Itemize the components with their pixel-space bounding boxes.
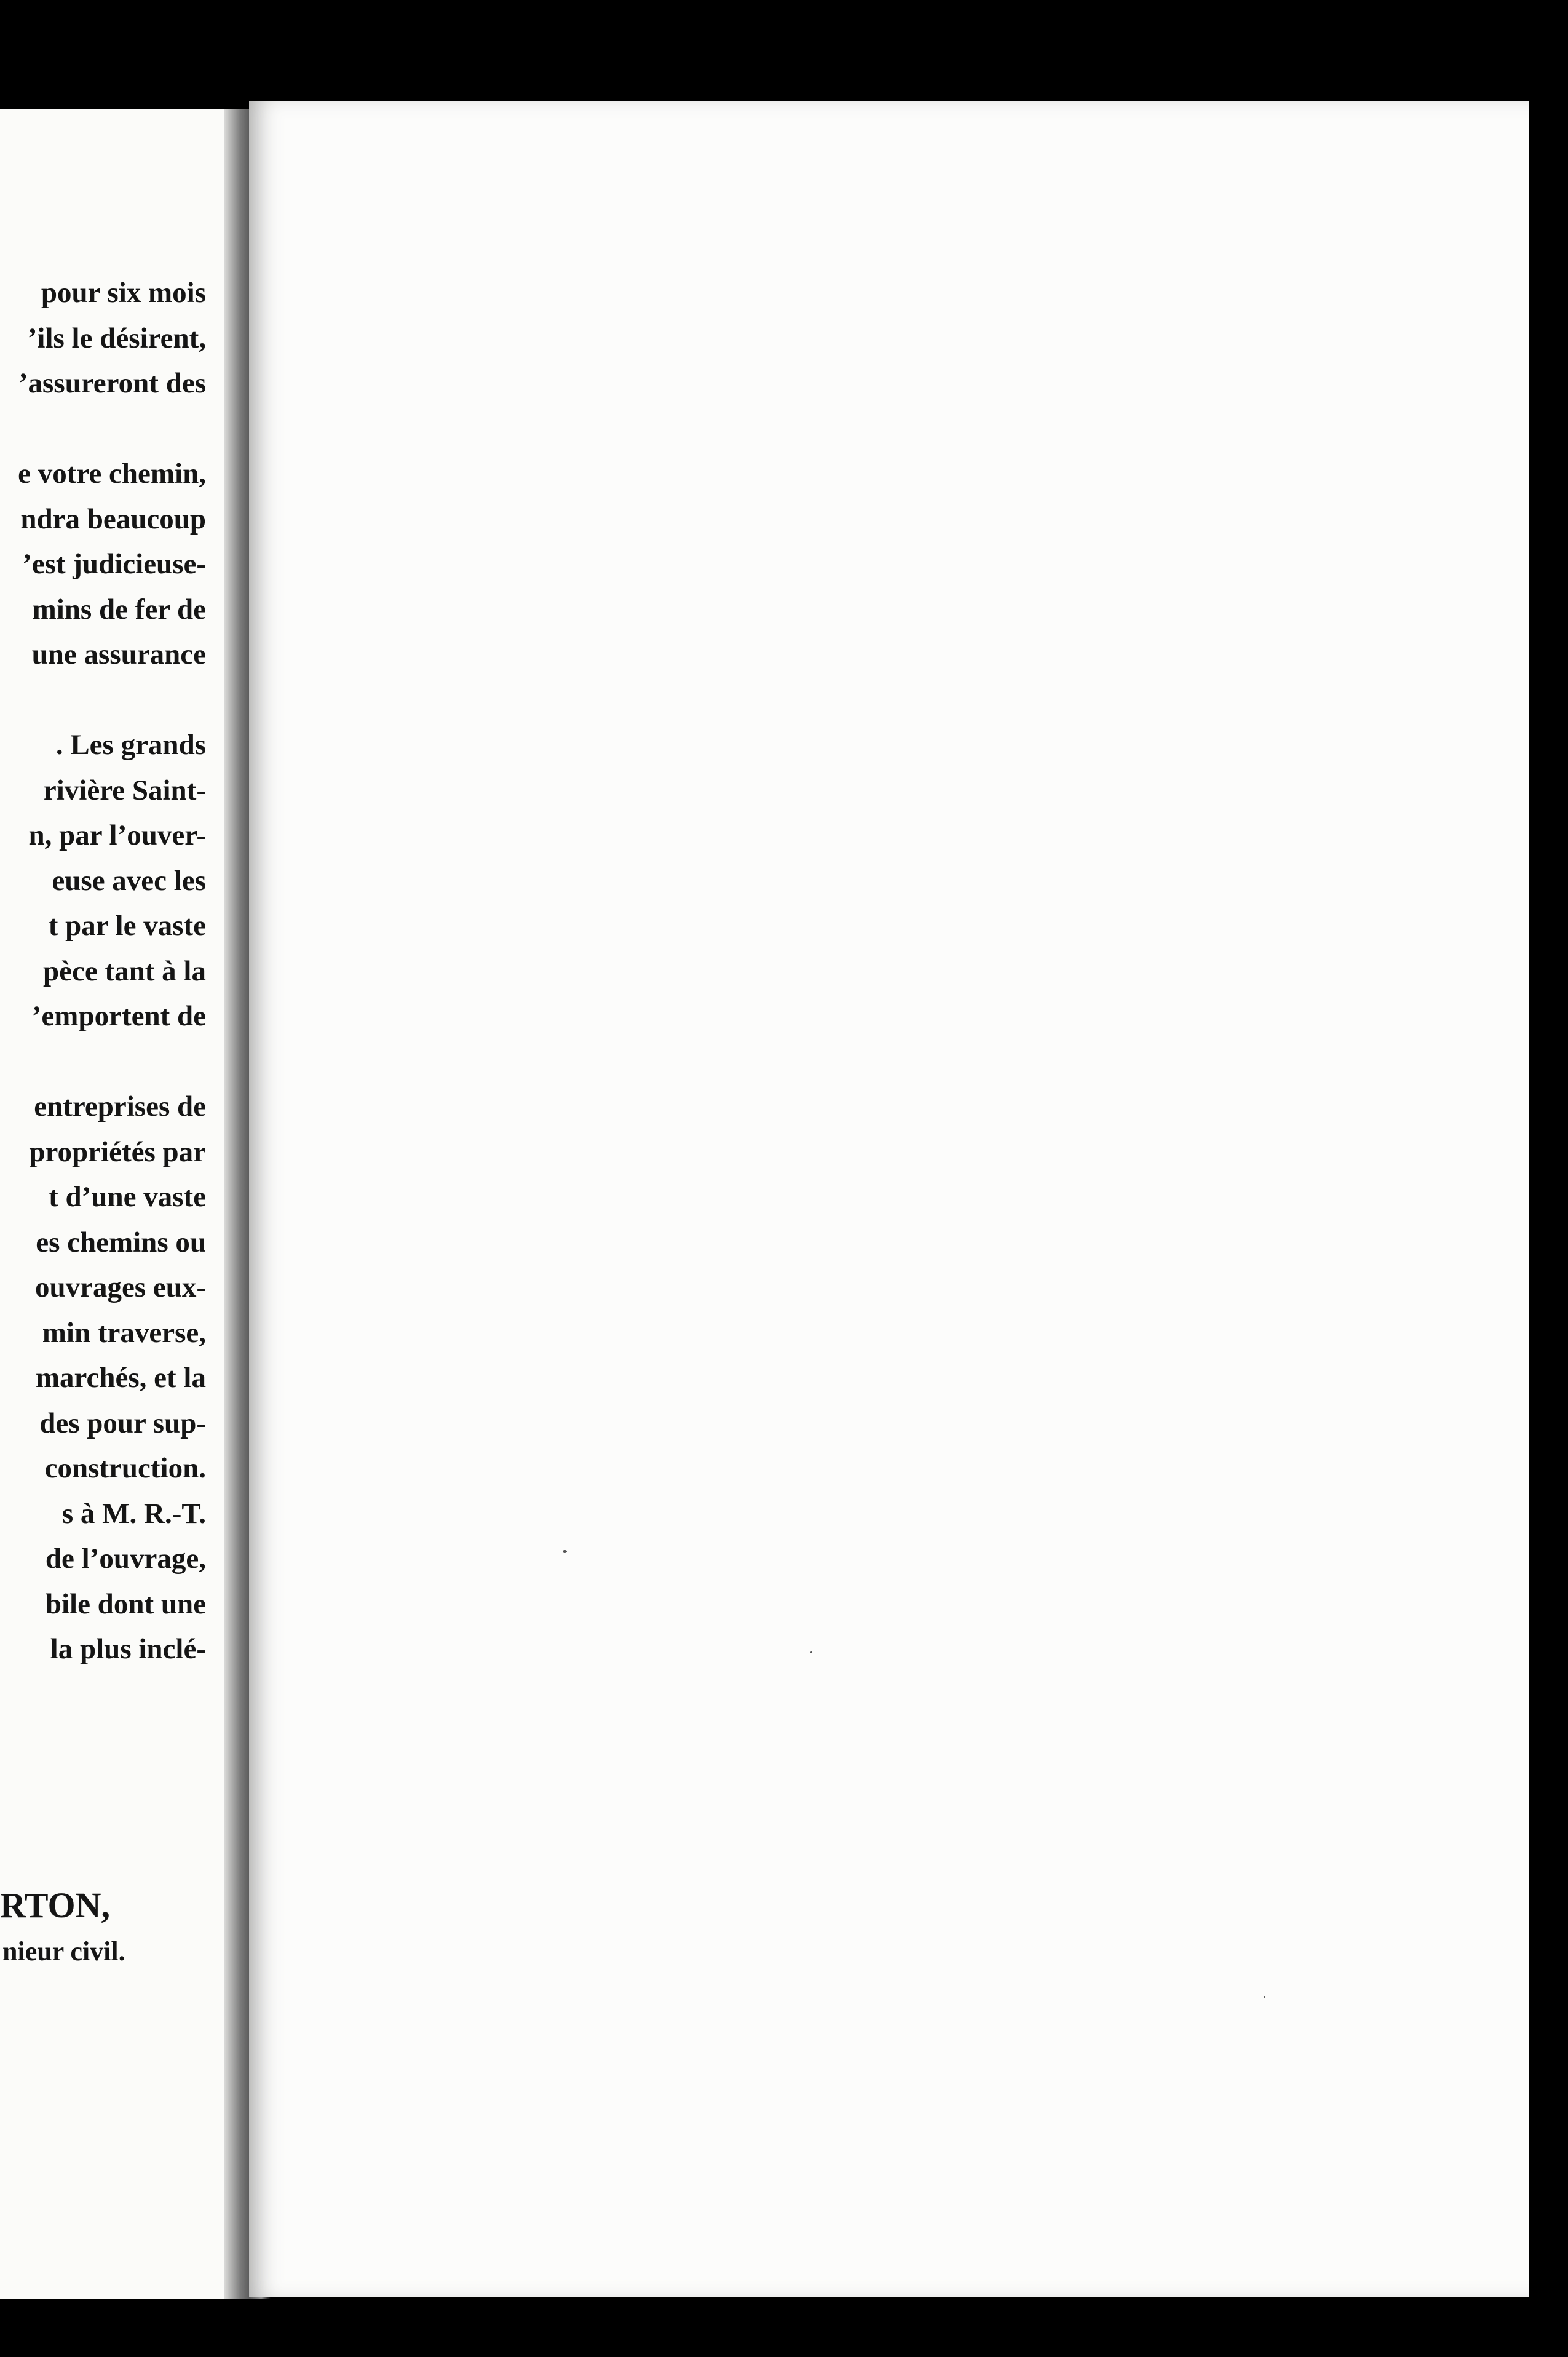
text-line: bile dont une [45, 1588, 206, 1620]
speck [563, 1550, 567, 1553]
text-line: t d’une vaste [49, 1181, 206, 1213]
text-line: . Les grands [55, 729, 206, 761]
text-line: marchés, et la [35, 1362, 206, 1394]
text-line: rivière Saint- [43, 774, 206, 806]
text-column [0, 271, 206, 1672]
signature-title: nieur civil. [2, 1936, 125, 1966]
text-line: s à M. R.-T. [61, 1497, 206, 1530]
text-line: e votre chemin, [18, 458, 206, 490]
text-line: la plus inclé- [50, 1633, 206, 1665]
text-line: entreprises de [34, 1091, 206, 1123]
text-line: min traverse, [42, 1316, 206, 1349]
text-line: es chemins ou [36, 1226, 206, 1258]
text-line: ’emportent de [31, 1000, 206, 1032]
text-line: n, par l’ouver- [28, 819, 206, 851]
text-line: mins de fer de [32, 593, 206, 626]
text-line: euse avec les [52, 864, 206, 897]
text-line: construction. [44, 1452, 206, 1484]
paragraph-gap [0, 678, 206, 723]
text-line: propriétés par [29, 1135, 206, 1168]
signature-name: RTON, [0, 1885, 110, 1925]
right-page-blank [249, 101, 1529, 2297]
paragraph-gap [0, 407, 206, 452]
speck [810, 1651, 812, 1653]
text-line: pèce tant à la [43, 955, 206, 987]
text-line: une assurance [31, 638, 206, 670]
left-page [0, 109, 249, 2299]
speck [1264, 1996, 1265, 1998]
text-line: ouvrages eux- [34, 1271, 206, 1303]
signature-block [0, 1881, 125, 1973]
text-line: ndra beaucoup [20, 503, 206, 535]
text-line: t par le vaste [48, 910, 206, 942]
text-line: pour six mois [41, 277, 206, 309]
text-line: de l’ouvrage, [45, 1543, 206, 1575]
text-line: ’ils le désirent, [27, 322, 206, 354]
text-line: des pour sup- [39, 1407, 206, 1439]
paragraph-gap [0, 1039, 206, 1085]
text-line: ’assureront des [18, 367, 206, 399]
text-line: ’est judicieuse- [22, 548, 206, 580]
